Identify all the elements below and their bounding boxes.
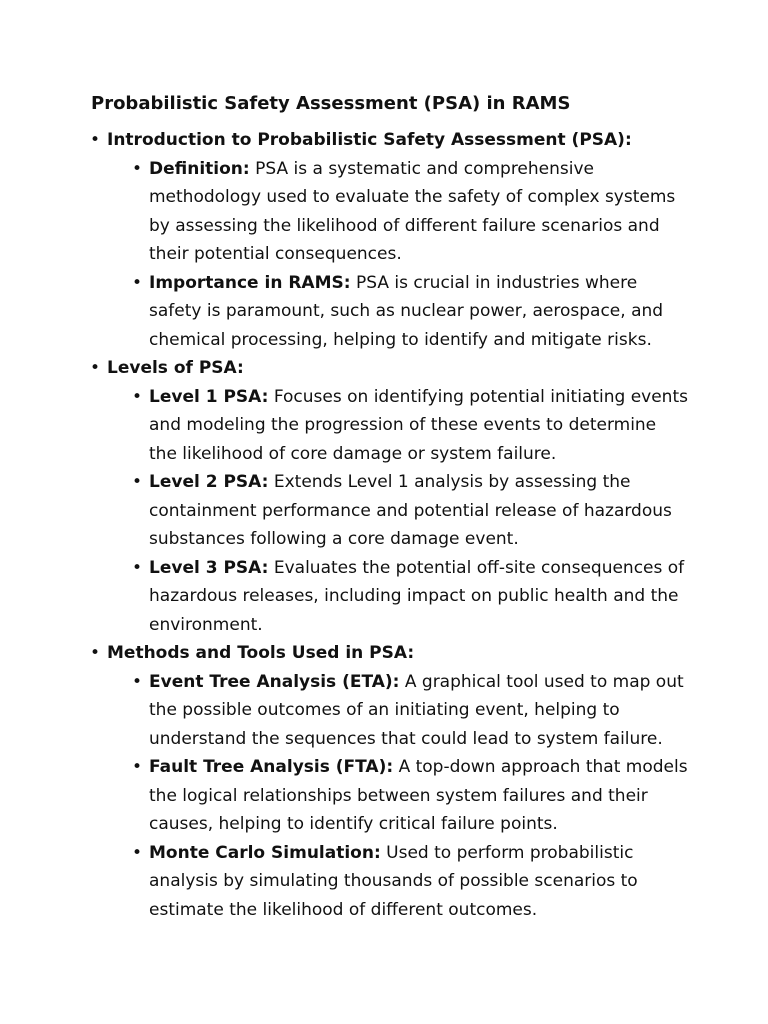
section-heading: Levels of PSA: <box>107 358 244 378</box>
bullet-icon: • <box>132 557 143 578</box>
sub-list <box>107 155 688 355</box>
item-term: Importance in RAMS: <box>149 272 351 293</box>
item-term: Definition: <box>149 158 250 179</box>
section-levels <box>90 354 688 639</box>
list-item <box>124 668 688 754</box>
list-item <box>124 155 688 269</box>
list-item <box>124 839 688 925</box>
bullet-icon: • <box>132 842 143 863</box>
list-item <box>124 554 688 640</box>
bullet-icon: • <box>132 472 143 492</box>
item-term: Event Tree Analysis (ETA): <box>149 671 400 692</box>
list-item <box>124 383 688 469</box>
section-methods <box>90 639 688 924</box>
list-item <box>124 468 688 554</box>
item-term: Fault Tree Analysis (FTA): <box>149 757 394 777</box>
item-text: Used to perform probabilistic analysis by simulating thousands of possible scenarios to estimate the likelihood of different outcomes. <box>149 842 638 920</box>
item-term: Monte Carlo Simulation: <box>149 842 381 863</box>
sub-list <box>107 668 688 925</box>
bullet-icon: • <box>132 757 143 777</box>
bullet-icon: • <box>132 158 143 179</box>
item-text: Evaluates the potential off-site consequences of hazardous releases, including impact on public health and the environment. <box>149 557 685 635</box>
item-term: Level 2 PSA: <box>149 472 269 492</box>
item-text: Focuses on identifying potential initiating events and modeling the progression of these events to determine the likelihood of core damage or system failure. <box>149 386 688 464</box>
bullet-icon: • <box>90 643 101 663</box>
bullet-icon: • <box>132 272 143 293</box>
sub-list <box>107 383 688 640</box>
section-heading: Methods and Tools Used in PSA: <box>107 643 415 663</box>
item-text: Extends Level 1 analysis by assessing the containment performance and potential release of hazardous substances following a core damage event. <box>149 472 672 549</box>
bullet-icon: • <box>90 130 101 150</box>
section-heading: Introduction to Probabilistic Safety Assessment (PSA): <box>107 130 632 150</box>
item-term: Level 1 PSA: <box>149 386 269 407</box>
document-title: Probabilistic Safety Assessment (PSA) in RAMS <box>91 93 571 114</box>
item-text: PSA is a systematic and comprehensive methodology used to evaluate the safety of complex systems by assessing the likelihood of different failure scenarios and their potential consequences. <box>149 158 676 264</box>
section-introduction <box>90 126 688 354</box>
item-text: A graphical tool used to map out the possible outcomes of an initiating event, helping to understand the sequences that could lead to system failure. <box>149 671 684 749</box>
item-term: Level 3 PSA: <box>149 557 269 578</box>
bullet-icon: • <box>132 386 143 407</box>
list-item <box>124 753 688 839</box>
item-text: PSA is crucial in industries where safety is paramount, such as nuclear power, aerospace, and chemical processing, helping to identify and mitigate risks. <box>149 272 664 350</box>
outline-list <box>90 126 688 924</box>
bullet-icon: • <box>132 671 143 692</box>
item-text: A top-down approach that models the logical relationships between system failures and their causes, helping to identify critical failure points. <box>149 757 688 834</box>
list-item <box>124 269 688 355</box>
bullet-icon: • <box>90 358 101 378</box>
